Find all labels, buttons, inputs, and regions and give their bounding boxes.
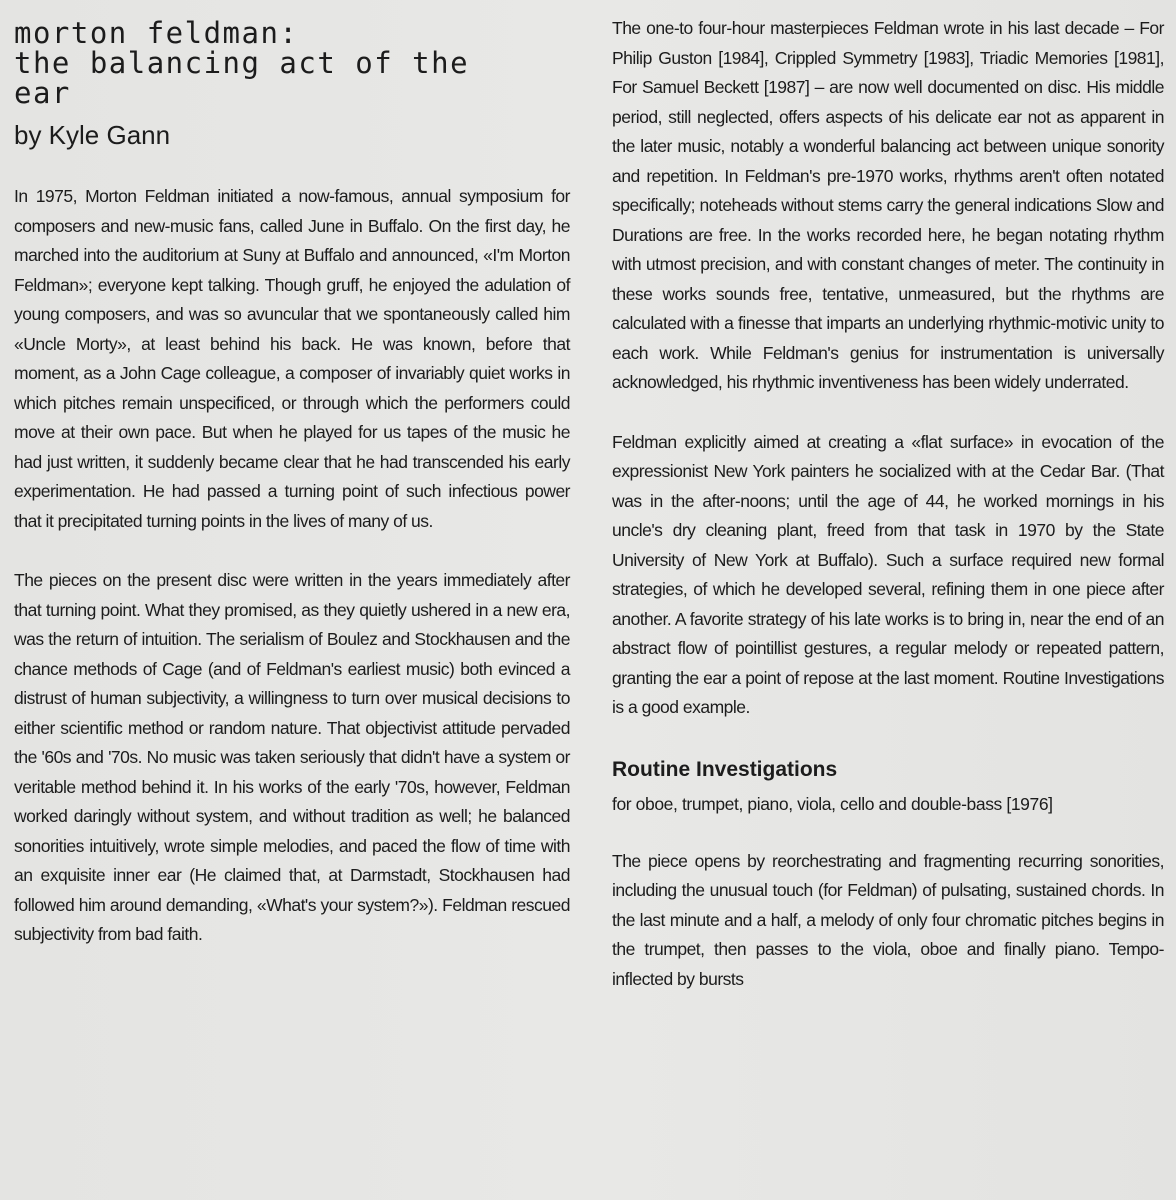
left-paragraph-1: In 1975, Morton Feldman initiated a now-famous, annual symposium for composers and new-music fans, called June in Buffalo. On the first day, he marched into the auditorium at Suny at Buffalo and announced, «I'm Morton Feldman»; everyone kept talking. Though gruff, he enjoyed the adulation of young composers, and was so avuncular that we spontaneously called him «Uncle Morty», at least behind his back. He was known, before that moment, as a John Cage colleague, a composer of invariably quiet works in which pitches remain unspecificed, or through which the performers could move at their own pace. But when he played for us tapes of the music he had just written, it suddenly became clear that he had transcended his early experimentation. He had passed a turning point of such infectious power that it precipitated turning points in the lives of many of us.	[14, 186, 570, 531]
right-paragraph-1: The one-to four-hour masterpieces Feldman wrote in his last decade – For Philip Guston [1984], Crippled Symmetry [1983], Triadic Memories [1981], For Samuel Beckett [1987] – are now well documented on disc. His middle period, still neglected, offers aspects of his delicate ear not as apparent in the later music, notably a wonderful balancing act between unique sonority and repetition. In Feldman's pre-1970 works, rhythms aren't often notated specifically; noteheads without stems carry the general indications Slow and Durations are free. In the works recorded here, he began notating rhythm with utmost precision, and with constant changes of meter. The continuity in these works sounds free, tentative, unmeasured, but the rhythms are calculated with a finesse that imparts an underlying rhythmic-motivic unity to each work. While Feldman's genius for instrumentation is universally acknowledged, his rhythmic inventiveness has been widely underrated.	[612, 18, 1164, 392]
section-heading: Routine Investigations	[612, 757, 838, 781]
article-byline: by Kyle Gann	[14, 120, 171, 150]
right-paragraph-2: Feldman explicitly aimed at creating a «flat surface» in evocation of the expressionist New York painters he socialized with at the Cedar Bar. (That was in the after-noons; until the age of 44, he worked mornings in his uncle's dry cleaning plant, freed from that task in 1970 by the State University of New York at Buffalo). Such a surface required new formal strategies, of which he developed several, refining them in one piece after another. A favorite strategy of his late works is to bring in, near the end of an abstract flow of pointillist gestures, a regular melody or repeated pattern, granting the ear a point of repose at the last moment. Routine Investigations is a good example.	[612, 431, 1164, 717]
section-paragraph: The piece opens by reorchestrating and fragmenting recurring sonorities, including the unusual touch (for Feldman) of pulsating, sustained chords. In the last minute and a half, a melody of only four chromatic pitches begins in the trumpet, then passes to the viola, oboe and finally piano. Tempo-inflected by bursts	[612, 850, 1164, 989]
section-subtitle: for oboe, trumpet, piano, viola, cello and double-bass [1976]	[612, 793, 1053, 814]
left-column	[14, 14, 570, 950]
left-paragraph-2: The pieces on the present disc were written in the years immediately after that turning point. What they promised, as they quietly ushered in a new era, was the return of intuition. The serialism of Boulez and Stockhausen and the chance methods of Cage (and of Feldman's earliest music) both evinced a distrust of human subjectivity, a willingness to turn over musical decisions to either scientific method or random nature. That objectivist attitude pervaded the '60s and '70s. No music was taken seriously that didn't have a system or veritable method behind it. In his works of the early '70s, however, Feldman worked daringly without system, and without tradition as well; he balanced sonorities intuitively, wrote simple melodies, and paced the flow of time with an exquisite inner ear (He claimed that, at Darmstadt, Stockhausen had followed him around demanding, «What's your system?»). Feldman rescued subjectivity from bad faith.	[14, 570, 570, 944]
article-title: morton feldman: the balancing act of the ear	[14, 16, 470, 110]
right-column	[612, 14, 1164, 994]
